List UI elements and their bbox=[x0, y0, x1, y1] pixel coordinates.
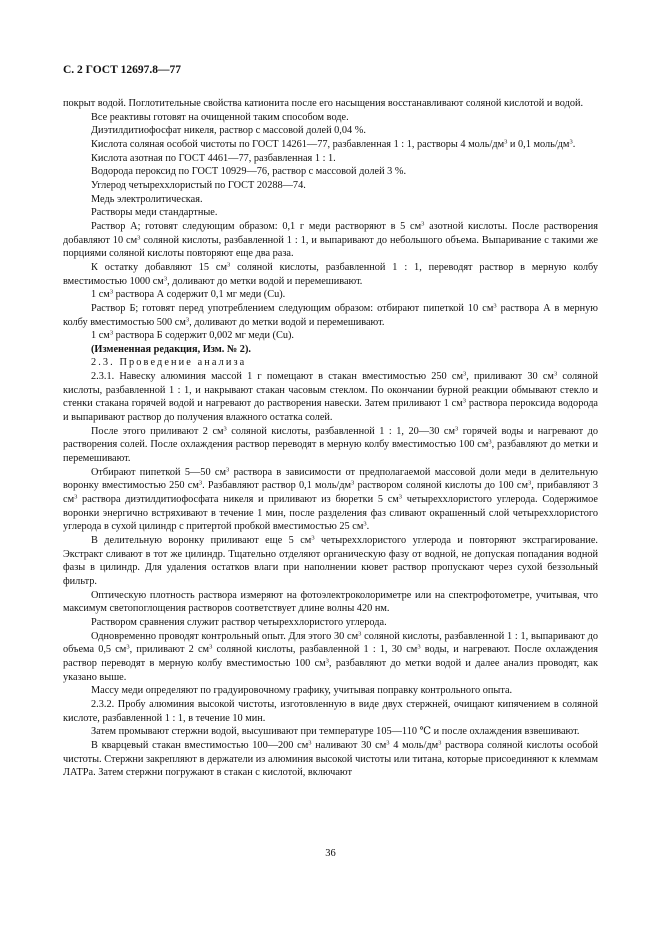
document-body bbox=[63, 97, 598, 780]
paragraph: 2.3.2. Пробу алюминия высокой чистоты, изготовленную в виде двух стержней, очищают кипячением в соляной кислоте, разбавленной 1 : 1, в течение 10 мин. bbox=[63, 698, 598, 724]
paragraph: 1 $см^3$ раствора Б содержит 0,002 мг меди (Cu). bbox=[91, 329, 295, 342]
paragraph: Раствором сравнения служит раствор четыреххлористого углерода. bbox=[91, 616, 387, 628]
paragraph: Медь электролитическая. bbox=[91, 193, 203, 205]
paragraph: Кислота соляная особой чистоты по ГОСТ 14261—77, разбавленная 1 : 1, растворы 4 моль/$дм^3$ и 0,1 моль/$дм^3$. bbox=[91, 138, 576, 150]
paragraph: Одновременно проводят контрольный опыт. Для этого 30 $см^3$ соляной кислоты, разбавленной 1 : 1, выпаривают до объема 0,5 $см^3$, приливают 2 $см^3$ соляной кислоты, разбавленной 1 : 1, 30 $см^3$ воды, и нагревают. После охлаждения раствор переводят в мерную колбу вместимостью 100 $см^3$, разбавляют до метки водой и далее анализ проводят, как указано выше. bbox=[63, 630, 598, 683]
paragraph: Углерод четыреххлористый по ГОСТ 20288—74. bbox=[91, 179, 306, 191]
document-page bbox=[63, 63, 598, 780]
paragraph: Раствор Б; готовят перед употреблением следующим образом: отбирают пипеткой 10 $см^3$ раствора А в мерную колбу вместимостью 500 $см^3$, доливают до метки водой и перемешивают. bbox=[63, 302, 598, 328]
paragraph: Диэтилдитиофосфат никеля, раствор с массовой долей 0,04 %. bbox=[91, 125, 366, 137]
paragraph: Кислота азотная по ГОСТ 4461—77, разбавленная 1 : 1. bbox=[91, 152, 336, 164]
paragraph: 2.3. Проведение анализа bbox=[91, 357, 247, 369]
paragraph: В делительную воронку приливают еще 5 $см^3$ четыреххлористого углерода и повторяют экстрагирование. Экстракт сливают в тот же цилиндр. Тщательно отделяют органическую фазу от водной, не допуская попадания водной фазы в цилиндр. Для удаления остатков влаги при наполнении кювет раствор пропускают через сухой беззольный фильтр. bbox=[63, 534, 598, 587]
paragraph: (Измененная редакция, Изм. № 2). bbox=[91, 343, 251, 355]
page-number: 36 bbox=[325, 848, 336, 859]
paragraph: Отбирают пипеткой 5—50 $см^3$ раствора в зависимости от предполагаемой массовой доли меди в делительную воронку вместимостью 250 $см^3$. Разбавляют раствор 0,1 моль/$дм^3$ раствором соляной кислоты до 100 $см^3$, прибавляют 3 $см^3$ раствора диэтилдитиофосфата никеля и приливают из бюретки 5 $см^3$ четыреххлористого углерода. Содержимое воронки энергично встряхивают в течение 1 мин, после разделения фаз сливают окрашенный слой четыреххлористого углерода в сухой цилиндр с притертой пробкой вместимостью 25 $см^3$. bbox=[63, 466, 598, 533]
paragraph: покрыт водой. Поглотительные свойства катионита после его насыщения восстанавливают соляной кислотой и водой. bbox=[63, 98, 584, 109]
paragraph: Растворы меди стандартные. bbox=[91, 207, 218, 219]
paragraph: Раствор А; готовят следующим образом: 0,1 г меди растворяют в 5 $см^3$ азотной кислоты. После растворения добавляют 10 $см^3$ соляной кислоты, разбавленной 1 : 1, и выпаривают до небольшого объема. Выпаривание с такими же порциями соляной кислоты повторяют еще два раза. bbox=[63, 220, 599, 260]
paragraph: После этого приливают 2 $см^3$ соляной кислоты, разбавленной 1 : 1, 20—30 $см^3$ горячей воды и нагревают до растворения солей. После охлаждения раствор переводят в мерную колбу вместимостью 100 $см^3$, разбавляют до метки и перемешивают. bbox=[63, 425, 598, 465]
paragraph: 1 $см^3$ раствора А содержит 0,1 мг меди (Cu). bbox=[91, 288, 286, 301]
page-header: С. 2 ГОСТ 12697.8—77 bbox=[63, 64, 182, 76]
paragraph: Массу меди определяют по градуировочному графику, учитывая поправку контрольного опыта. bbox=[91, 685, 513, 697]
paragraph: Затем промывают стержни водой, высушивают при температуре 105—110 ℃ и после охлаждения взвешивают. bbox=[91, 726, 580, 738]
paragraph: В кварцевый стакан вместимостью 100—200 $см^3$ наливают 30 $см^3$ 4 моль/$дм^3$ раствора соляной кислоты особой чистоты. Стержни закрепляют в держатели из алюминия высокой чистоты или титана, которые присоединяют к клеммам ЛАТРа. Затем стержни погружают в стакан с кислотой, включают bbox=[63, 739, 599, 779]
paragraph: 2.3.1. Навеску алюминия массой 1 г помещают в стакан вместимостью 250 $см^3$, приливают 30 $см^3$ соляной кислоты, разбавленной 1 : 1, и накрывают стакан часовым стеклом. По окончании бурной реакции обмывают стекло и стенки стакана горячей водой и нагревают до растворения навески. Затем приливают 1 $см^3$ раствора пероксида водорода и выпаривают раствор до получения влажного остатка солей. bbox=[63, 370, 599, 424]
paragraph: Водорода пероксид по ГОСТ 10929—76, раствор с массовой долей 3 %. bbox=[91, 166, 407, 178]
paragraph: К остатку добавляют 15 $см^3$ соляной кислоты, разбавленной 1 : 1, переводят раствор в мерную колбу вместимостью 1000 $см^3$, доливают до метки водой и перемешивают. bbox=[63, 261, 598, 287]
paragraph: Все реактивы готовят на очищенной таким способом воде. bbox=[91, 111, 349, 123]
paragraph: Оптическую плотность раствора измеряют на фотоэлектроколориметре или на спектрофотометре, учитывая, что максимум светопоглощения растворов соответствует длине волны 420 нм. bbox=[63, 589, 598, 615]
